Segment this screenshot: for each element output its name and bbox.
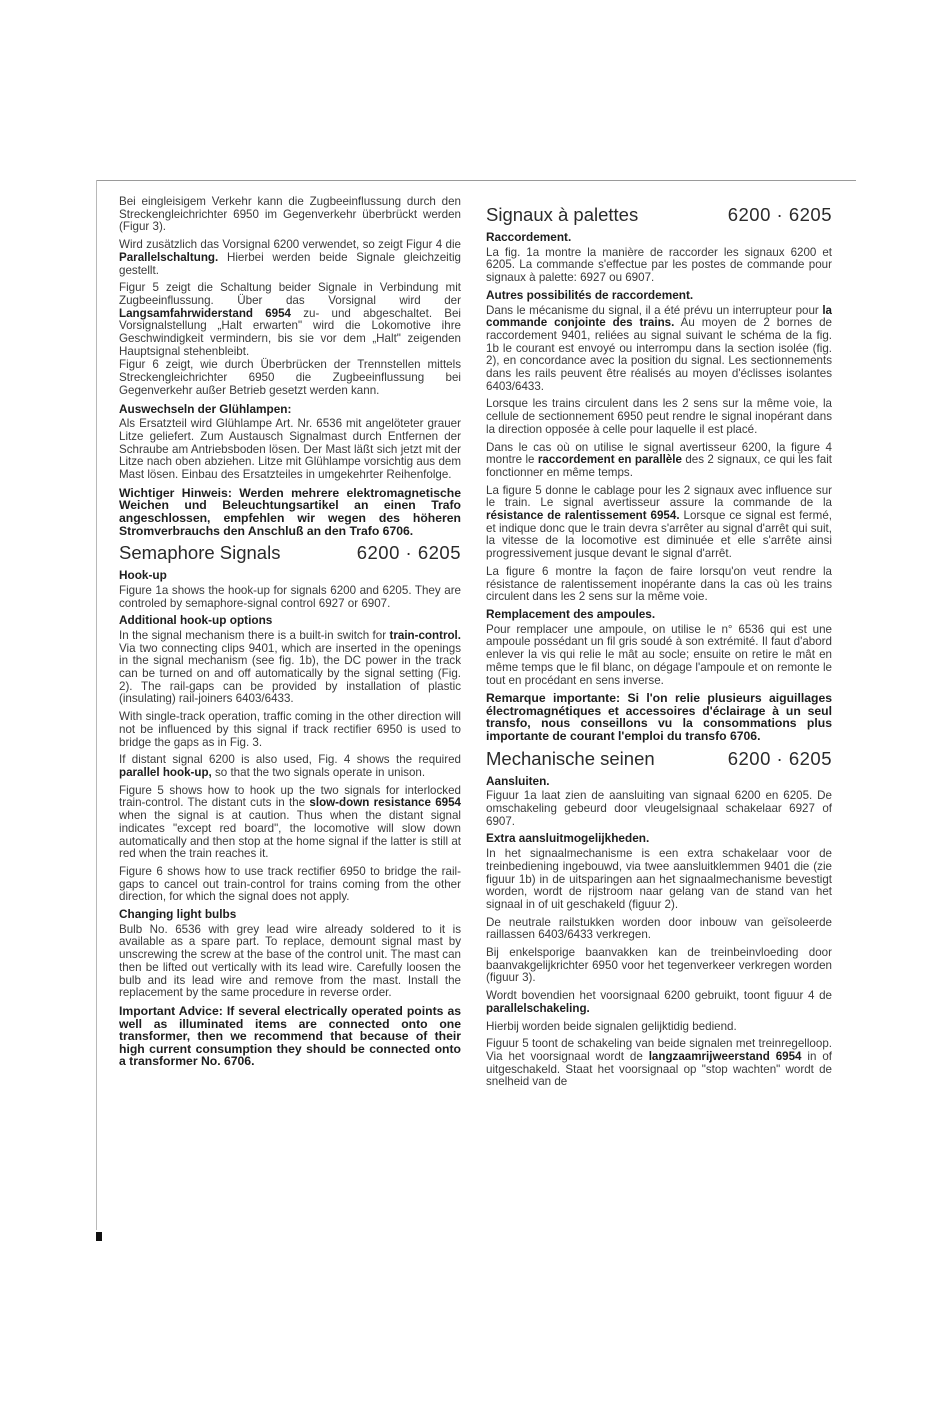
paragraph: Pour remplacer une ampoule, on utilise le n° 6536 qui est une ampoule possédant un fil gris soudé à son extrémité. Il faut d'abord enlever la vis qui relie le mât au socle; ensuite on retire le mât en même temps que le fil blanc, on dégage l'ampoule et on remonte le tout en procédant en sens inverse.: [486, 622, 832, 687]
section-heading: Extra aansluitmogelijkheden.: [486, 831, 650, 846]
section-heading: Changing light bulbs: [119, 907, 237, 922]
section-heading: Aansluiten.: [486, 773, 550, 788]
section-heading: Auswechseln der Glühlampen:: [119, 401, 292, 416]
section-title: Signaux à palettes: [486, 204, 639, 225]
section-heading: Hook-up: [119, 568, 167, 583]
paragraph: La fig. 1a montre la manière de raccorder les signaux 6200 et 6205. La commande s'effectue par les postes de commande pour signaux à palette: 6927 ou 6907.: [486, 245, 832, 285]
page-corner-mark: [96, 1232, 102, 1241]
paragraph: Dans le mécanisme du signal, il a été prévu un interrupteur pour la commande conjointe des trains. Au moyen de 2 bornes de raccordement 9401, reliées au signal suivant le schéma de la fig. 1b le courant est envoyé ou interrompu dans la section isolée (fig. 2), en concordance avec la position du signal. Les sectionnements dans les rails peuvent être réalisés au moyen d'éclisses isolantes 6403/6433.: [486, 303, 832, 393]
paragraph: Wordt bovendien het voorsignaal 6200 gebruikt, toont figuur 4 de parallelschakeling.: [486, 989, 832, 1015]
paragraph: Figure 5 shows how to hook up the two signals for interlocked train-control. The distant cuts in the slow-down resistance 6954 when the signal is at caution. Thus when the distant signal indicates "except red board", the locomotive will slow down automatically and then stop at the home signal if the latter is still at red when the train reaches it.: [119, 783, 461, 861]
section-title-mechanische-seinen: [486, 748, 832, 770]
section-heading: Autres possibilités de raccordement.: [486, 287, 694, 302]
section-heading: Raccordement.: [486, 230, 572, 244]
section-title-signaux-a-palettes: [486, 204, 832, 226]
left-margin-rule: [96, 180, 97, 1230]
article-numbers: 6200 · 6205: [727, 204, 832, 225]
paragraph: De neutrale railstukken worden door inbouw van geïsoleerde raillassen 6403/6433 verkregen.: [486, 915, 832, 942]
paragraph: Figuur 5 toont de schakeling van beide signalen met treinregelloop. Via het voorsignaal wordt de langzaamrijweerstand 6954 in of uitgeschakeld. Staat het voorsignaal op "stop wachten" wordt de snelheid van de: [486, 1037, 832, 1089]
paragraph: In the signal mechanism there is a built-in switch for train-control. Via two connecting clips 9401, which are inserted in the openings in the signal mechanism (see fig. 1b), the DC power in the track can be turned on and off automatically by the signal setting (Fig. 2). The rail-gaps can be provided by installation of plastic (insulating) rail-joiners 6403/6433.: [119, 628, 461, 706]
important-notice: Important Advice: If several electrically operated points as well as illuminated items are connected onto one transformer, then we recommend that because of their high current consumption they should be connected onto a transformer No. 6706.: [119, 1003, 461, 1069]
paragraph: In het signaalmechanisme is een extra schakelaar voor de treinbediening ingebouwd, via twee aansluitklemmen 9401 die (zie figuur 1b) in de uitsparingen aan het signaalmechanisme bevestigt worden, wordt de rijstroom naar gelang van de stand van het signaal in of uit geschakeld (figuur 2).: [486, 847, 832, 911]
paragraph: Figure 6 shows how to use track rectifier 6950 to bridge the rail-gaps to cancel out train-control for trains coming from the other direction, for which the signal does not apply.: [119, 864, 461, 904]
important-notice: Remarque importante: Si l'on relie plusieurs aiguillages électromagnétiques et accessoires d'éclairage à un seul transfo, nous conseillons vu la consommations plus importante de courant l'emploi du transfo 6706.: [486, 691, 832, 743]
section-heading: Remplacement des ampoules.: [486, 606, 656, 621]
paragraph: Lorsque les trains circulent dans les 2 sens sur la même voie, la cellule de sectionnement 6950 peut rendre le signal inopérant dans la direction opposée à celle pour laquelle il est placé.: [486, 397, 832, 436]
paragraph: With single-track operation, traffic coming in the other direction will not be influenced by this signal if track rectifier 6950 is used to bridge the gaps as in Fig. 3.: [119, 710, 461, 749]
paragraph: Figure 1a shows the hook-up for signals 6200 and 6205. They are controled by semaphore-signal control 6927 or 6907.: [119, 583, 461, 610]
paragraph: Hierbij worden beide signalen gelijktidig bediend.: [486, 1019, 737, 1033]
left-column: [119, 196, 461, 1073]
paragraph: Bei eingleisigem Verkehr kann die Zugbeeinflussung durch den Streckengleichrichter 6950 im Gegenverkehr überbrückt werden (Figur 3).: [119, 195, 461, 234]
paragraph: Bij enkelsporige baanvakken kan de treinbeinvloeding door baanvakgelijkrichter 6950 voor het tegenverkeer verkregen worden (figuur 3).: [486, 946, 832, 985]
paragraph: Figur 5 zeigt die Schaltung beider Signale in Verbindung mit Zugbeeinflussung. Über das Vorsignal wird der Langsamfahrwiderstand 6954 zu- und abgeschaltet. Bei Vorsignalstellung „Halt erwarten" wird die Lokomotive ihre Geschwindigkeit vermindern, bis sie vor dem „Halt" zeigenden Hauptsignal stehenbleibt.: [119, 281, 461, 358]
paragraph: Bulb No. 6536 with grey lead wire already soldered to it is available as a spare part. To replace, demount signal mast by unscrewing the screw at the base of the control unit. The mast can then be lifted out vertically with its lead wire. Carefully loosen the bulb and its lead wire and remove from the mast. Install the replacement by the same procedure in reverse order.: [119, 922, 461, 1000]
paragraph: Als Ersatzteil wird Glühlampe Art. Nr. 6536 mit angelöteter grauer Litze geliefert. Zum Austausch Signalmast durch Entfernen der Schraube am Antriebsboden lösen. Der Mast läßt sich jetzt mit der Litze nach oben abziehen. Litze mit Glühlampe vorsichtig aus dem Mast lösen. Einbau des Ersatzteiles in umgekehrter Reihenfolge.: [119, 417, 461, 482]
article-numbers: 6200 · 6205: [727, 747, 832, 769]
paragraph: Figuur 1a laat zien de aansluiting van signaal 6200 en 6205. De omschakeling gebeurd door vleugelsignaal schakelaar 6927 of 6907.: [486, 789, 832, 828]
section-title: Semaphore Signals: [119, 542, 281, 564]
article-numbers: 6200 · 6205: [356, 542, 461, 564]
section-heading: Additional hook-up options: [119, 613, 273, 628]
paragraph: Dans le cas où on utilise le signal avertisseur 6200, la figure 4 montre le raccordement en parallèle des 2 signaux, ce qui les fait fonctionner en même temps.: [486, 440, 832, 479]
right-column: [486, 196, 832, 1094]
top-rule: [96, 180, 856, 181]
paragraph: La figure 6 montre la façon de faire lorsqu'on veut rendre la résistance de ralentissement inopérante dans la cas où les trains circulent dans les 2 sens sur la même voie.: [486, 564, 832, 604]
paragraph: La figure 5 donne le cablage pour les 2 signaux avec influence sur le train. Le signal avertisseur assure la commande de la résistance de ralentissement 6954. Lorsque ce signal est fermé, et indique donc que le train devra s'arrêter au signal d'arrêt qui suit, la vitesse de la locomotive est diminuée et elle s'arrête ainsi progressivement jusque devant le signal d'arrêt.: [486, 483, 832, 561]
paragraph: Figur 6 zeigt, wie durch Überbrücken der Trennstellen mittels Streckengleichrichter 6950 die Zugbeeinflussung bei Gegenverkehr außer Betrieb gesetzt werden kann.: [119, 358, 461, 397]
paragraph: Wird zusätzlich das Vorsignal 6200 verwendet, so zeigt Figur 4 die Parallelschaltung. Hierbei werden beide Signale gleichzeitig gestellt.: [119, 238, 461, 277]
section-title-semaphore-signals: [119, 542, 461, 564]
paragraph: If distant signal 6200 is also used, Fig. 4 shows the required parallel hook-up, so that the two signals operate in unison.: [119, 753, 461, 779]
important-notice: Wichtiger Hinweis: Werden mehrere elektromagnetische Weichen und Beleuchtungsartikel an einen Trafo angeschlossen, empfehlen wir wegen des höheren Stromverbrauchs den Anschluß an den Trafo 6706.: [119, 485, 461, 538]
section-title: Mechanische seinen: [486, 747, 655, 769]
